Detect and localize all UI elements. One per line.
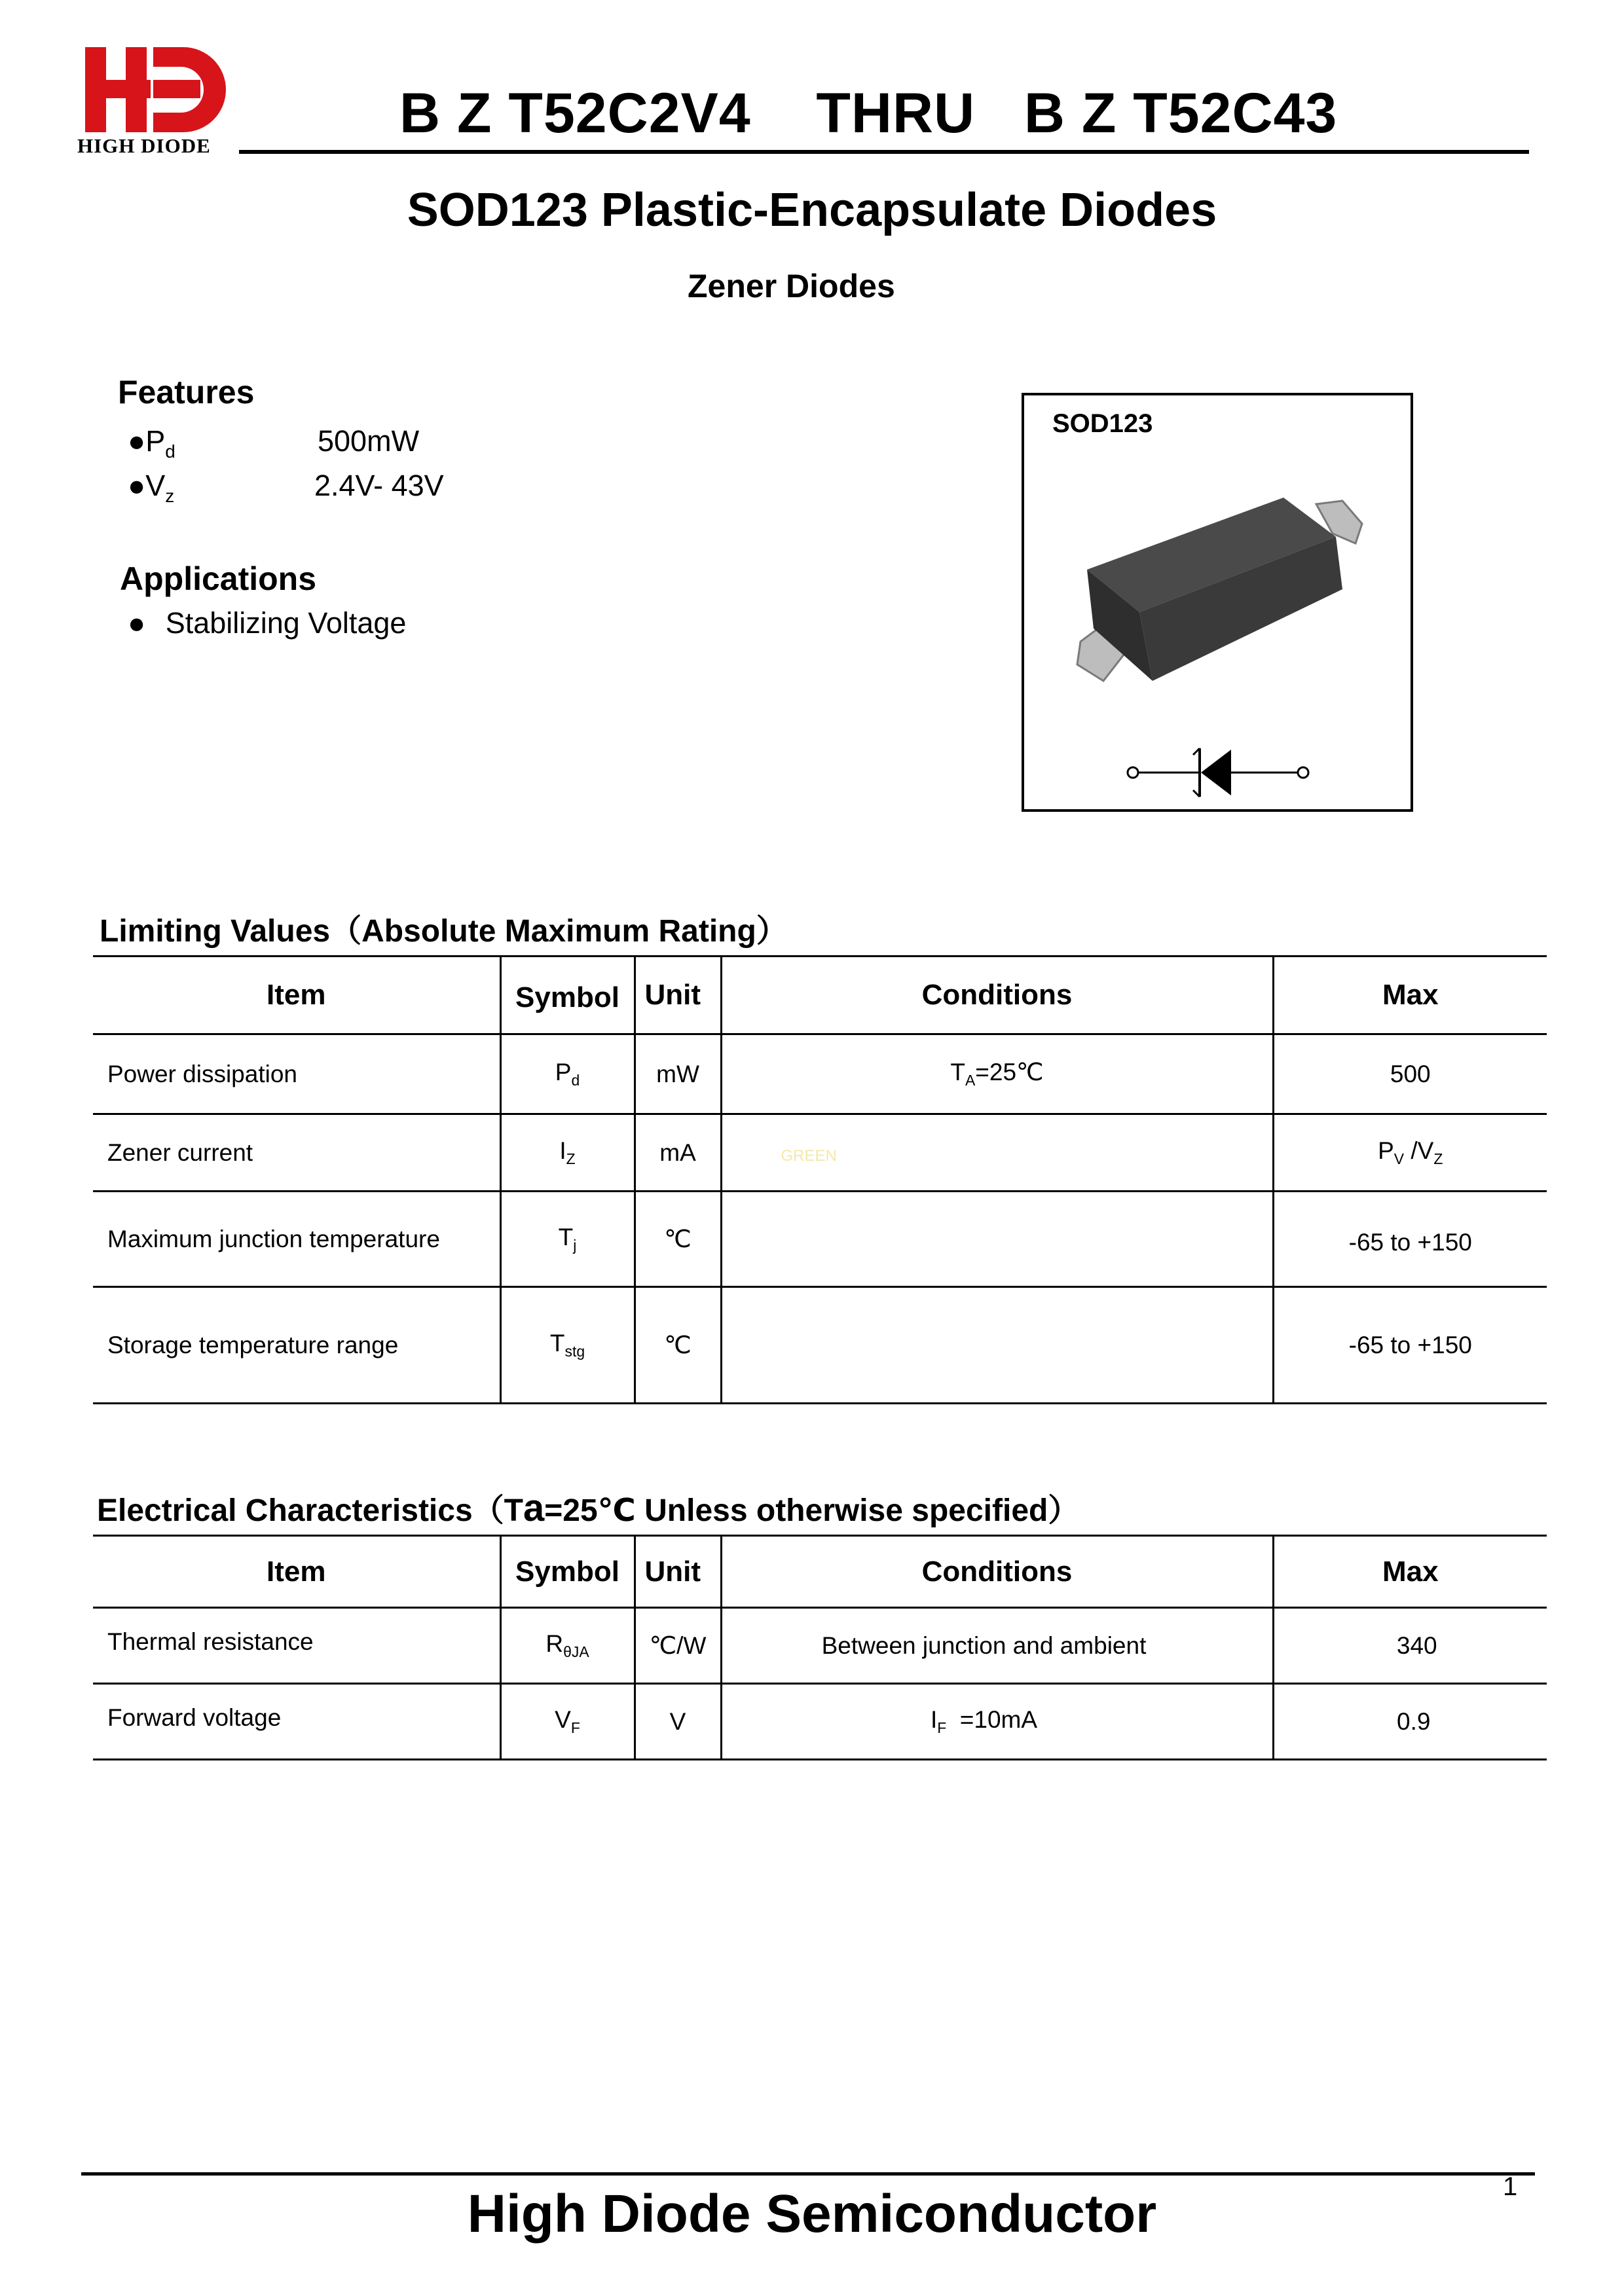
symbol-text: T xyxy=(558,1223,574,1250)
table-row xyxy=(93,1684,1547,1760)
symbol-cell xyxy=(500,1114,635,1192)
unit-cell: ℃ xyxy=(635,1192,721,1287)
conditions-cell xyxy=(721,1114,1273,1192)
unit-cell: ℃/W xyxy=(635,1608,721,1684)
conditions-cell xyxy=(721,1684,1273,1760)
item-cell: Maximum junction temperature xyxy=(93,1192,500,1287)
symbol-cell xyxy=(500,1608,635,1684)
document-subtitle: SOD123 Plastic-Encapsulate Diodes xyxy=(407,184,1217,236)
feature-symbol-sub: d xyxy=(165,441,175,462)
green-watermark: GREEN xyxy=(781,1146,837,1165)
electrical-heading-a: Electrical Characteristics（T xyxy=(97,1493,523,1528)
limiting-values-heading: Limiting Values（Absolute Maximum Rating） xyxy=(100,914,788,949)
brand-name: HIGH DIODE xyxy=(77,134,211,157)
application-item xyxy=(128,606,406,640)
bullet: ● xyxy=(128,424,146,458)
applications-heading: Applications xyxy=(120,560,317,597)
max-sub2: Z xyxy=(1433,1150,1443,1167)
electrical-heading-b: a xyxy=(523,1487,545,1529)
high-diode-logo-icon xyxy=(85,47,226,132)
max-cell: 340 xyxy=(1273,1608,1547,1684)
symbol-sub: Z xyxy=(566,1150,576,1167)
cond-sub: F xyxy=(937,1719,947,1736)
item-cell: Storage temperature range xyxy=(93,1287,500,1404)
unit-cell: mW xyxy=(635,1034,721,1114)
unit-cell: mA xyxy=(635,1114,721,1192)
symbol-text: P xyxy=(555,1058,572,1085)
symbol-cell xyxy=(500,1192,635,1287)
feature-symbol: V xyxy=(145,469,166,502)
symbol-cell xyxy=(500,1034,635,1114)
column-header: Max xyxy=(1273,1536,1547,1608)
page-number: 1 xyxy=(1503,2172,1518,2201)
max-cell: -65 to +150 xyxy=(1273,1287,1547,1404)
cond-rest: =25℃ xyxy=(975,1059,1044,1086)
symbol-sub: stg xyxy=(564,1343,585,1360)
column-header: Unit xyxy=(635,957,721,1034)
symbol-cell xyxy=(500,1684,635,1760)
symbol-text: V xyxy=(555,1705,571,1733)
item-cell: Zener current xyxy=(93,1114,500,1192)
electrical-heading-c: =25℃ Unless otherwise specified） xyxy=(544,1493,1080,1528)
footer-company: High Diode Semiconductor xyxy=(467,2184,1157,2244)
unit-cell: ℃ xyxy=(635,1287,721,1404)
column-header: Conditions xyxy=(721,957,1273,1034)
max-sub: V xyxy=(1393,1150,1405,1167)
header-rule xyxy=(239,150,1529,154)
max-rest: /V xyxy=(1404,1137,1434,1164)
symbol-text: T xyxy=(549,1329,565,1357)
column-header: Item xyxy=(93,1536,500,1608)
package-label: SOD123 xyxy=(1052,409,1153,438)
application-text: Stabilizing Voltage xyxy=(165,606,407,640)
table-row xyxy=(93,1114,1547,1192)
feature-symbol-sub: z xyxy=(165,485,175,506)
bullet: ● xyxy=(128,469,146,502)
symbol-sub: j xyxy=(573,1237,577,1254)
feature-pd-value: 500mW xyxy=(318,424,420,458)
conditions-cell xyxy=(721,1287,1273,1404)
feature-symbol: P xyxy=(145,424,166,458)
symbol-sub: F xyxy=(570,1719,580,1736)
electrical-table xyxy=(93,1535,1547,1760)
table-header-row xyxy=(93,1536,1547,1608)
item-cell: Forward voltage xyxy=(93,1684,500,1760)
column-header: Symbol xyxy=(500,1536,635,1608)
column-header: Max xyxy=(1273,957,1547,1034)
zener-diode-symbol-icon xyxy=(1126,743,1316,802)
symbol-sub: d xyxy=(571,1072,580,1089)
cond-text: T xyxy=(950,1059,965,1086)
item-cell: Power dissipation xyxy=(93,1034,500,1114)
max-cell: 500 xyxy=(1273,1034,1547,1114)
footer-rule xyxy=(81,2172,1535,2176)
cond-sub: A xyxy=(965,1072,976,1089)
symbol-text: R xyxy=(545,1630,564,1657)
electrical-heading xyxy=(97,1485,1079,1530)
column-header: Symbol xyxy=(500,957,635,1034)
max-cell: -65 to +150 xyxy=(1273,1192,1547,1287)
table-row xyxy=(93,1608,1547,1684)
table-header-row xyxy=(93,957,1547,1034)
table-row xyxy=(93,1287,1547,1404)
sod123-package-icon xyxy=(1067,498,1382,694)
column-header: Item xyxy=(93,957,500,1034)
feature-vz-value: 2.4V- 43V xyxy=(314,469,444,502)
conditions-cell xyxy=(721,1034,1273,1114)
conditions-cell xyxy=(721,1192,1273,1287)
symbol-cell xyxy=(500,1287,635,1404)
column-header: Unit xyxy=(635,1536,721,1608)
symbol-text: I xyxy=(559,1137,566,1164)
cond-text: I xyxy=(930,1705,938,1733)
feature-vz xyxy=(128,469,174,507)
unit-cell: V xyxy=(635,1684,721,1760)
table-row xyxy=(93,1192,1547,1287)
table-row xyxy=(93,1034,1547,1114)
limiting-values-table xyxy=(93,955,1547,1404)
max-text: P xyxy=(1378,1137,1394,1164)
max-cell: 0.9 xyxy=(1273,1684,1547,1760)
item-cell: Thermal resistance xyxy=(93,1608,500,1684)
conditions-cell: Between junction and ambient xyxy=(721,1608,1273,1684)
product-category: Zener Diodes xyxy=(688,268,895,304)
features-heading: Features xyxy=(118,374,255,410)
document-title: B Z T52C2V4 THRU B Z T52C43 xyxy=(399,82,1338,145)
bullet: ● xyxy=(128,606,146,640)
symbol-sub: θJA xyxy=(563,1643,589,1660)
column-header: Conditions xyxy=(721,1536,1273,1608)
max-cell xyxy=(1273,1114,1547,1192)
feature-pd xyxy=(128,424,175,462)
cond-rest: =10mA xyxy=(946,1705,1038,1733)
